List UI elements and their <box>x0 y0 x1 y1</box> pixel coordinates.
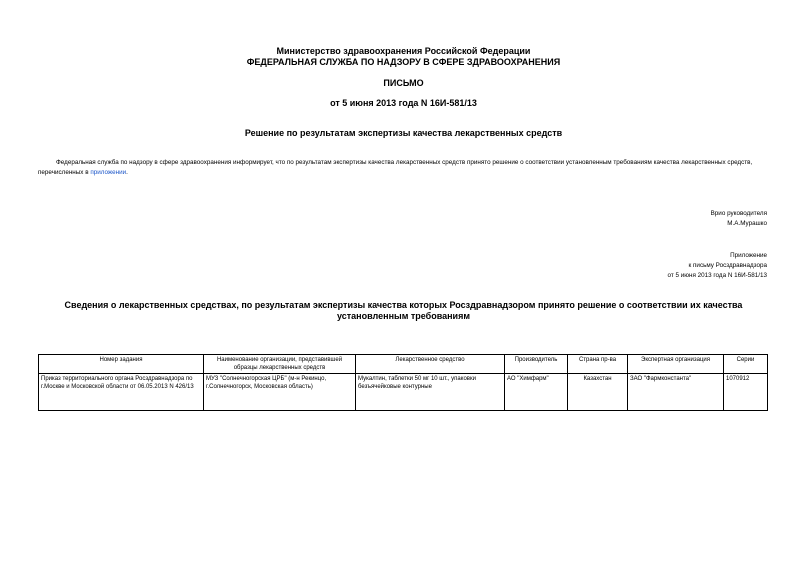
table-cell: Приказ территориального органа Росздравнадзора по г.Москве и Московской области от 06.05.2013 N 426/13 <box>39 374 204 411</box>
ministry-title: Министерство здравоохранения Российской Федерации <box>276 46 531 56</box>
table-cell: 1070912 <box>724 374 768 411</box>
document-subject: Решение по результатам экспертизы качества лекарственных средств <box>244 128 563 138</box>
body-text: Федеральная служба по надзору в сфере здравоохранения информирует, что по результатам экспертизы качества лекарственных средств принято решение о соответствии установленным требованиям качества лекарственных средств, перечисленных в <box>38 159 753 176</box>
column-header: Серии <box>724 355 768 374</box>
column-header: Экспертная организация <box>628 355 724 374</box>
table-cell: ЗАО "Фармконстанта" <box>628 374 724 411</box>
document-date-number: от 5 июня 2013 года N 16И-581/13 <box>330 98 477 108</box>
appendix-title-line2: установленным требованиям <box>336 311 470 321</box>
signatory-name: М.А.Мурашко <box>727 220 767 227</box>
column-header: Страна пр-ва <box>568 355 628 374</box>
table-cell: Казахстан <box>568 374 628 411</box>
body-paragraph <box>38 158 768 178</box>
column-header: Производитель <box>505 355 568 374</box>
column-header: Наименование организации, представившей образцы лекарственных средств <box>204 355 356 374</box>
table-cell: АО "Химфарм" <box>505 374 568 411</box>
table-cell: МУЗ "Солнечногорская ЦРБ" (м-н Рекинцо, г.Солнечногорск, Московская область) <box>204 374 356 411</box>
medicines-table <box>38 354 768 411</box>
column-header: Лекарственное средство <box>356 355 505 374</box>
appendix-link[interactable]: приложении <box>90 169 127 176</box>
table-header-row <box>39 355 768 374</box>
signatory-position: Врио руководителя <box>710 210 767 217</box>
service-title: ФЕДЕРАЛЬНАЯ СЛУЖБА ПО НАДЗОРУ В СФЕРЕ ЗДРАВООХРАНЕНИЯ <box>246 57 561 67</box>
appendix-note-line3: от 5 июня 2013 года N 16И-581/13 <box>667 272 767 279</box>
column-header: Номер задания <box>39 355 204 374</box>
appendix-note-line1: Приложение <box>730 252 767 259</box>
appendix-note-line2: к письму Росздравнадзора <box>688 262 767 269</box>
table-row <box>39 374 768 411</box>
document-type: ПИСЬМО <box>383 78 424 88</box>
appendix-title-line1: Сведения о лекарственных средствах, по результатам экспертизы качества которых Росздравнадзором принято решение о соответствии их качества <box>64 300 743 310</box>
body-text-end: . <box>126 169 128 176</box>
table-cell: Мукалтин, таблетки 50 мг 10 шт., упаковки безъячейковые контурные <box>356 374 505 411</box>
